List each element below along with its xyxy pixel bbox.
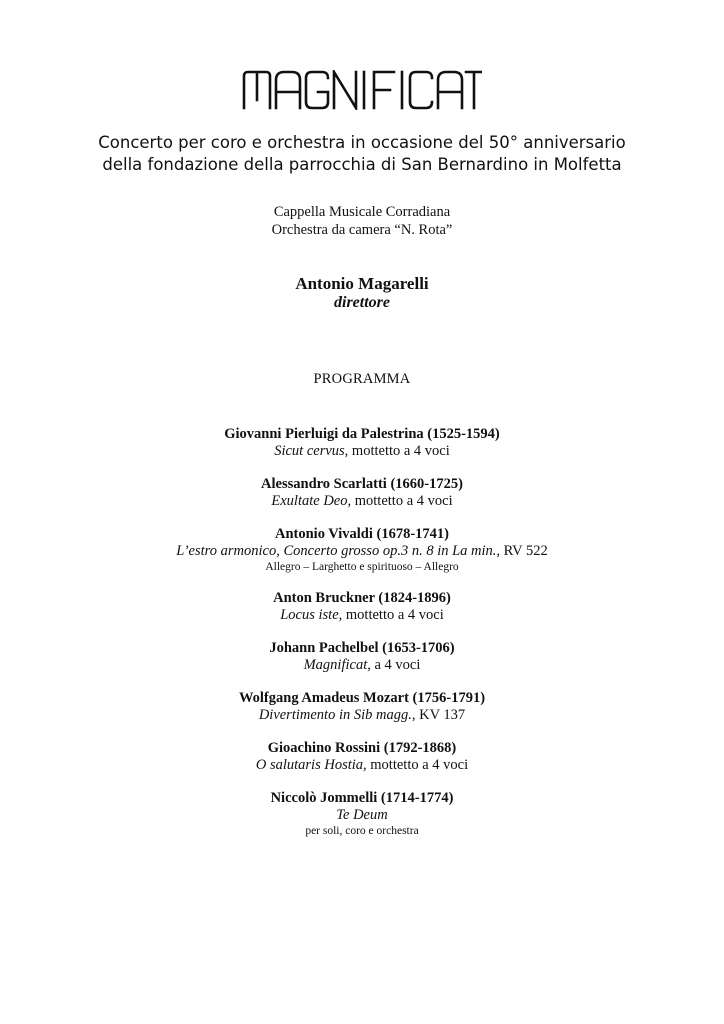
program-item [0, 526, 724, 574]
work-line [0, 807, 724, 824]
work-details: , RV 522 [496, 543, 548, 559]
program-item [0, 690, 724, 724]
concert-subtitle [0, 132, 724, 176]
program-item [0, 476, 724, 510]
program-item [0, 590, 724, 624]
director-role: direttore [334, 294, 390, 311]
work-title: L’estro armonico, Concerto grosso op.3 n. 8 in La min. [176, 543, 497, 559]
subtitle-line-2: della fondazione della parrocchia di San Bernardino in Molfetta [102, 155, 622, 174]
work-line [0, 757, 724, 774]
composer-name: Niccolò Jommelli (1714-1774) [270, 790, 454, 806]
work-title: O salutaris Hostia [255, 757, 364, 773]
work-details: , mottetto a 4 voci [338, 607, 444, 623]
work-title: Locus iste [280, 607, 339, 623]
work-title: Magnificat [303, 657, 368, 673]
subtitle-line-1: Concerto per coro e orchestra in occasione del 50° anniversario [98, 133, 626, 152]
composer-name: Anton Bruckner (1824-1896) [273, 590, 451, 606]
composer-name: Wolfgang Amadeus Mozart (1756-1791) [238, 690, 486, 706]
work-line [0, 543, 724, 560]
work-title: Sicut cervus [274, 443, 345, 459]
work-title: Exultate Deo [271, 493, 348, 509]
composer-name: Antonio Vivaldi (1678-1741) [274, 526, 449, 542]
work-note: Allegro – Larghetto e spirituoso – Allegro [265, 561, 459, 573]
program-heading: PROGRAMMA [313, 371, 411, 387]
program-item [0, 426, 724, 460]
title [0, 70, 724, 122]
choir-name: Cappella Musicale Corradiana [273, 204, 451, 220]
work-details: , mottetto a 4 voci [347, 493, 453, 509]
work-details: , mottetto a 4 voci [363, 757, 469, 773]
work-line [0, 707, 724, 724]
work-details: , KV 137 [411, 707, 466, 723]
magnificat-title-lettering [242, 70, 482, 110]
work-note: per soli, coro e orchestra [305, 825, 419, 837]
ensembles [0, 203, 724, 239]
work-details: , a 4 voci [367, 657, 421, 673]
work-title: Te Deum [336, 807, 388, 823]
composer-name: Alessandro Scarlatti (1660-1725) [261, 476, 463, 492]
work-line [0, 493, 724, 510]
program-item [0, 640, 724, 674]
composer-name: Giovanni Pierluigi da Palestrina (1525-1594) [224, 426, 500, 442]
work-line [0, 607, 724, 624]
program-item [0, 740, 724, 774]
work-line [0, 657, 724, 674]
program-list [0, 426, 724, 854]
work-title: Divertimento in Sib magg. [258, 707, 412, 723]
director-name: Antonio Magarelli [295, 274, 429, 293]
orchestra-name: Orchestra da camera “N. Rota” [271, 222, 453, 238]
composer-name: Gioachino Rossini (1792-1868) [267, 740, 457, 756]
work-details: , mottetto a 4 voci [344, 443, 450, 459]
work-line [0, 443, 724, 460]
program-item [0, 790, 724, 838]
composer-name: Johann Pachelbel (1653-1706) [269, 640, 455, 656]
